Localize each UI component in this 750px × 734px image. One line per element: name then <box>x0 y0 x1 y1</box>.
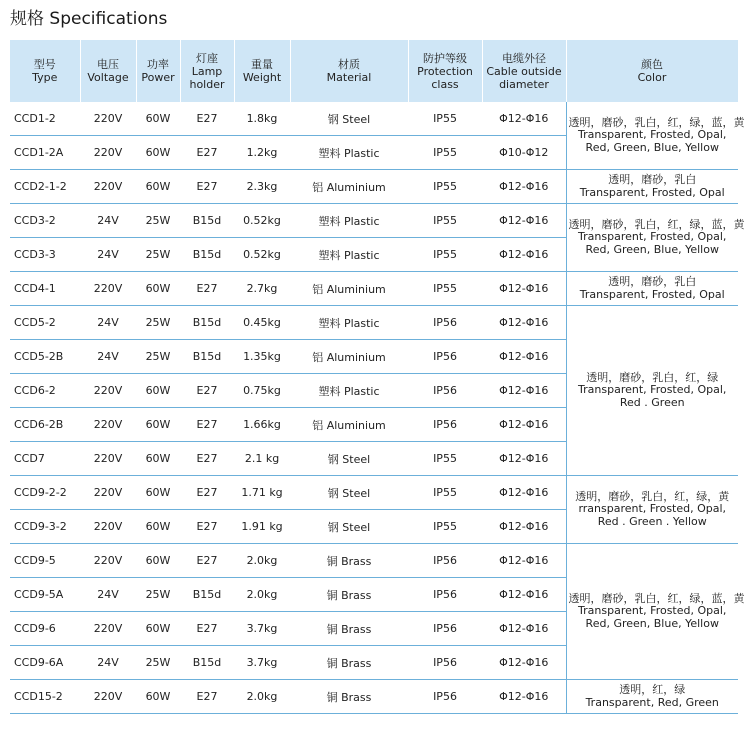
cell-cable: Φ12-Φ16 <box>482 476 566 510</box>
cell-lamp-holder: E27 <box>180 680 234 714</box>
cell-power: 60W <box>136 374 180 408</box>
cell-lamp-holder: E27 <box>180 374 234 408</box>
cell-color <box>566 544 745 680</box>
cell-type: CCD9-6A <box>10 646 80 680</box>
cell-weight: 1.66kg <box>234 408 290 442</box>
cell-weight: 2.7kg <box>234 272 290 306</box>
cell-protection: IP55 <box>408 136 482 170</box>
cell-voltage: 220V <box>80 136 136 170</box>
cell-voltage: 220V <box>80 544 136 578</box>
cell-lamp-holder: E27 <box>180 544 234 578</box>
cell-type: CCD4-1 <box>10 272 80 306</box>
cell-protection: IP56 <box>408 340 482 374</box>
cell-material: 铜 Brass <box>290 578 408 612</box>
cell-cable: Φ12-Φ16 <box>482 510 566 544</box>
cell-weight: 1.91 kg <box>234 510 290 544</box>
color-line: Transparent, Red, Green <box>585 695 719 709</box>
cell-color <box>566 204 745 272</box>
cell-power: 25W <box>136 578 180 612</box>
table-row <box>10 476 738 510</box>
cell-voltage: 24V <box>80 578 136 612</box>
table-row <box>10 544 738 578</box>
header-color: 颜色 Color <box>566 40 738 102</box>
cell-weight: 2.3kg <box>234 170 290 204</box>
cell-cable: Φ12-Φ16 <box>482 306 566 340</box>
color-line: 透明，磨砂，乳白，红，绿，蓝，黄 <box>568 115 745 129</box>
color-line: Transparent, Frosted, Opal <box>579 185 725 199</box>
cell-lamp-holder: B15d <box>180 238 234 272</box>
cell-weight: 0.75kg <box>234 374 290 408</box>
cell-protection: IP56 <box>408 578 482 612</box>
cell-voltage: 220V <box>80 170 136 204</box>
cell-lamp-holder: E27 <box>180 408 234 442</box>
cell-weight: 3.7kg <box>234 612 290 646</box>
cell-voltage: 24V <box>80 646 136 680</box>
color-line: 透明，红，绿 <box>619 683 686 696</box>
cell-cable: Φ10-Φ12 <box>482 136 566 170</box>
cell-protection: IP56 <box>408 612 482 646</box>
cell-material: 钢 Steel <box>290 510 408 544</box>
cell-protection: IP55 <box>408 102 482 136</box>
cell-protection: IP55 <box>408 272 482 306</box>
cell-material: 塑料 Plastic <box>290 374 408 408</box>
header-material: 材质 Material <box>290 40 408 102</box>
cell-voltage: 24V <box>80 204 136 238</box>
cell-cable: Φ12-Φ16 <box>482 340 566 374</box>
cell-voltage: 220V <box>80 272 136 306</box>
cell-weight: 2.1 kg <box>234 442 290 476</box>
cell-power: 60W <box>136 612 180 646</box>
cell-protection: IP56 <box>408 544 482 578</box>
cell-type: CCD15-2 <box>10 680 80 714</box>
color-line: 透明，磨砂，乳白 <box>608 275 697 288</box>
table-row <box>10 306 738 340</box>
cell-lamp-holder: B15d <box>180 306 234 340</box>
cell-material: 塑料 Plastic <box>290 306 408 340</box>
cell-type: CCD1-2 <box>10 102 80 136</box>
table-row <box>10 204 738 238</box>
cell-lamp-holder: E27 <box>180 476 234 510</box>
cell-protection: IP56 <box>408 646 482 680</box>
table-body <box>10 102 745 714</box>
cell-voltage: 220V <box>80 408 136 442</box>
cell-protection: IP55 <box>408 476 482 510</box>
color-line: Transparent, Frosted, Opal, <box>578 128 727 142</box>
header-lamp-holder: 灯座 Lamp holder <box>180 40 234 102</box>
cell-power: 60W <box>136 136 180 170</box>
cell-weight: 2.0kg <box>234 680 290 714</box>
color-line: rransparent, Frosted, Opal, <box>578 502 727 516</box>
color-line: Red . Green <box>619 395 685 409</box>
cell-material: 钢 Steel <box>290 102 408 136</box>
cell-protection: IP56 <box>408 408 482 442</box>
cell-type: CCD6-2B <box>10 408 80 442</box>
cell-color <box>566 306 738 476</box>
cell-material: 塑料 Plastic <box>290 136 408 170</box>
color-line: 透明，磨砂，乳白，红，绿，蓝，黄 <box>568 217 745 231</box>
cell-voltage: 24V <box>80 238 136 272</box>
cell-protection: IP56 <box>408 306 482 340</box>
cell-voltage: 220V <box>80 680 136 714</box>
color-line: 透明，磨砂，乳白，红，绿，黄 <box>575 489 730 503</box>
cell-color <box>566 170 738 204</box>
cell-material: 塑料 Plastic <box>290 238 408 272</box>
cell-material: 铜 Brass <box>290 544 408 578</box>
cell-voltage: 24V <box>80 340 136 374</box>
cell-color <box>566 102 745 170</box>
cell-type: CCD3-3 <box>10 238 80 272</box>
color-line: 透明，磨砂，乳白，红，绿 <box>586 370 719 384</box>
cell-cable: Φ12-Φ16 <box>482 374 566 408</box>
specifications-table <box>10 40 745 714</box>
cell-power: 25W <box>136 204 180 238</box>
cell-lamp-holder: E27 <box>180 612 234 646</box>
cell-lamp-holder: E27 <box>180 102 234 136</box>
cell-power: 60W <box>136 442 180 476</box>
cell-material: 铜 Brass <box>290 680 408 714</box>
cell-power: 60W <box>136 476 180 510</box>
cell-material: 铝 Aluminium <box>290 272 408 306</box>
color-line: Red . Green . Yellow <box>597 514 707 528</box>
cell-lamp-holder: B15d <box>180 578 234 612</box>
cell-cable: Φ12-Φ16 <box>482 612 566 646</box>
color-line: 透明，磨砂，乳白 <box>608 173 697 186</box>
cell-type: CCD7 <box>10 442 80 476</box>
cell-cable: Φ12-Φ16 <box>482 544 566 578</box>
cell-cable: Φ12-Φ16 <box>482 578 566 612</box>
cell-power: 60W <box>136 272 180 306</box>
header-cable-diameter: 电缆外径 Cable outside diameter <box>482 40 566 102</box>
cell-type: CCD9-3-2 <box>10 510 80 544</box>
cell-power: 60W <box>136 680 180 714</box>
cell-type: CCD5-2B <box>10 340 80 374</box>
cell-cable: Φ12-Φ16 <box>482 680 566 714</box>
cell-cable: Φ12-Φ16 <box>482 646 566 680</box>
cell-cable: Φ12-Φ16 <box>482 442 566 476</box>
cell-cable: Φ12-Φ16 <box>482 102 566 136</box>
cell-voltage: 24V <box>80 306 136 340</box>
cell-protection: IP55 <box>408 170 482 204</box>
cell-voltage: 220V <box>80 510 136 544</box>
cell-weight: 1.8kg <box>234 102 290 136</box>
cell-weight: 1.71 kg <box>234 476 290 510</box>
cell-voltage: 220V <box>80 102 136 136</box>
color-line: Red, Green, Blue, Yellow <box>585 242 719 256</box>
cell-lamp-holder: B15d <box>180 204 234 238</box>
cell-power: 25W <box>136 238 180 272</box>
cell-cable: Φ12-Φ16 <box>482 238 566 272</box>
page-title: 规格 Specifications <box>10 9 168 29</box>
cell-cable: Φ12-Φ16 <box>482 272 566 306</box>
cell-protection: IP56 <box>408 680 482 714</box>
cell-type: CCD1-2A <box>10 136 80 170</box>
cell-protection: IP55 <box>408 442 482 476</box>
cell-cable: Φ12-Φ16 <box>482 408 566 442</box>
cell-material: 钢 Steel <box>290 442 408 476</box>
cell-voltage: 220V <box>80 612 136 646</box>
cell-weight: 1.35kg <box>234 340 290 374</box>
cell-power: 60W <box>136 408 180 442</box>
cell-protection: IP56 <box>408 374 482 408</box>
cell-type: CCD9-2-2 <box>10 476 80 510</box>
cell-weight: 3.7kg <box>234 646 290 680</box>
cell-type: CCD9-5A <box>10 578 80 612</box>
header-type: 型号 Type <box>10 40 80 102</box>
cell-weight: 0.45kg <box>234 306 290 340</box>
table-row <box>10 102 738 136</box>
cell-protection: IP55 <box>408 204 482 238</box>
cell-weight: 0.52kg <box>234 204 290 238</box>
header-voltage: 电压 Voltage <box>80 40 136 102</box>
cell-type: CCD2-1-2 <box>10 170 80 204</box>
color-line: Transparent, Frosted, Opal, <box>578 383 727 397</box>
cell-type: CCD6-2 <box>10 374 80 408</box>
cell-protection: IP55 <box>408 238 482 272</box>
cell-power: 60W <box>136 170 180 204</box>
cell-cable: Φ12-Φ16 <box>482 204 566 238</box>
color-line: Transparent, Frosted, Opal <box>579 287 725 301</box>
cell-material: 铝 Aluminium <box>290 408 408 442</box>
cell-lamp-holder: E27 <box>180 272 234 306</box>
cell-color <box>566 272 738 306</box>
cell-weight: 1.2kg <box>234 136 290 170</box>
cell-material: 铝 Aluminium <box>290 170 408 204</box>
table-row <box>10 170 738 204</box>
cell-material: 钢 Steel <box>290 476 408 510</box>
cell-material: 铝 Aluminium <box>290 340 408 374</box>
cell-type: CCD9-6 <box>10 612 80 646</box>
cell-voltage: 220V <box>80 374 136 408</box>
color-line: 透明，磨砂，乳白，红，绿，蓝，黄 <box>568 591 745 605</box>
cell-lamp-holder: E27 <box>180 136 234 170</box>
cell-cable: Φ12-Φ16 <box>482 170 566 204</box>
cell-material: 塑料 Plastic <box>290 204 408 238</box>
cell-lamp-holder: E27 <box>180 442 234 476</box>
cell-power: 25W <box>136 646 180 680</box>
header-weight: 重量 Weight <box>234 40 290 102</box>
color-line: Red, Green, Blue, Yellow <box>585 140 719 154</box>
table-row <box>10 272 738 306</box>
header-row <box>10 40 738 102</box>
cell-type: CCD5-2 <box>10 306 80 340</box>
cell-lamp-holder: E27 <box>180 170 234 204</box>
cell-material: 铜 Brass <box>290 612 408 646</box>
cell-weight: 2.0kg <box>234 578 290 612</box>
table-row <box>10 680 738 714</box>
cell-material: 铜 Brass <box>290 646 408 680</box>
cell-power: 60W <box>136 102 180 136</box>
header-protection-class: 防护等级 Protection class <box>408 40 482 102</box>
cell-voltage: 220V <box>80 442 136 476</box>
cell-protection: IP55 <box>408 510 482 544</box>
cell-power: 60W <box>136 544 180 578</box>
cell-color <box>566 680 738 714</box>
header-power: 功率 Power <box>136 40 180 102</box>
cell-power: 25W <box>136 340 180 374</box>
color-line: Transparent, Frosted, Opal, <box>578 604 727 618</box>
cell-weight: 0.52kg <box>234 238 290 272</box>
cell-lamp-holder: B15d <box>180 646 234 680</box>
cell-power: 60W <box>136 510 180 544</box>
cell-lamp-holder: E27 <box>180 510 234 544</box>
cell-lamp-holder: B15d <box>180 340 234 374</box>
color-line: Transparent, Frosted, Opal, <box>578 230 727 244</box>
cell-color <box>566 476 738 544</box>
cell-type: CCD9-5 <box>10 544 80 578</box>
cell-weight: 2.0kg <box>234 544 290 578</box>
cell-voltage: 220V <box>80 476 136 510</box>
cell-type: CCD3-2 <box>10 204 80 238</box>
cell-power: 25W <box>136 306 180 340</box>
color-line: Red, Green, Blue, Yellow <box>585 616 719 630</box>
